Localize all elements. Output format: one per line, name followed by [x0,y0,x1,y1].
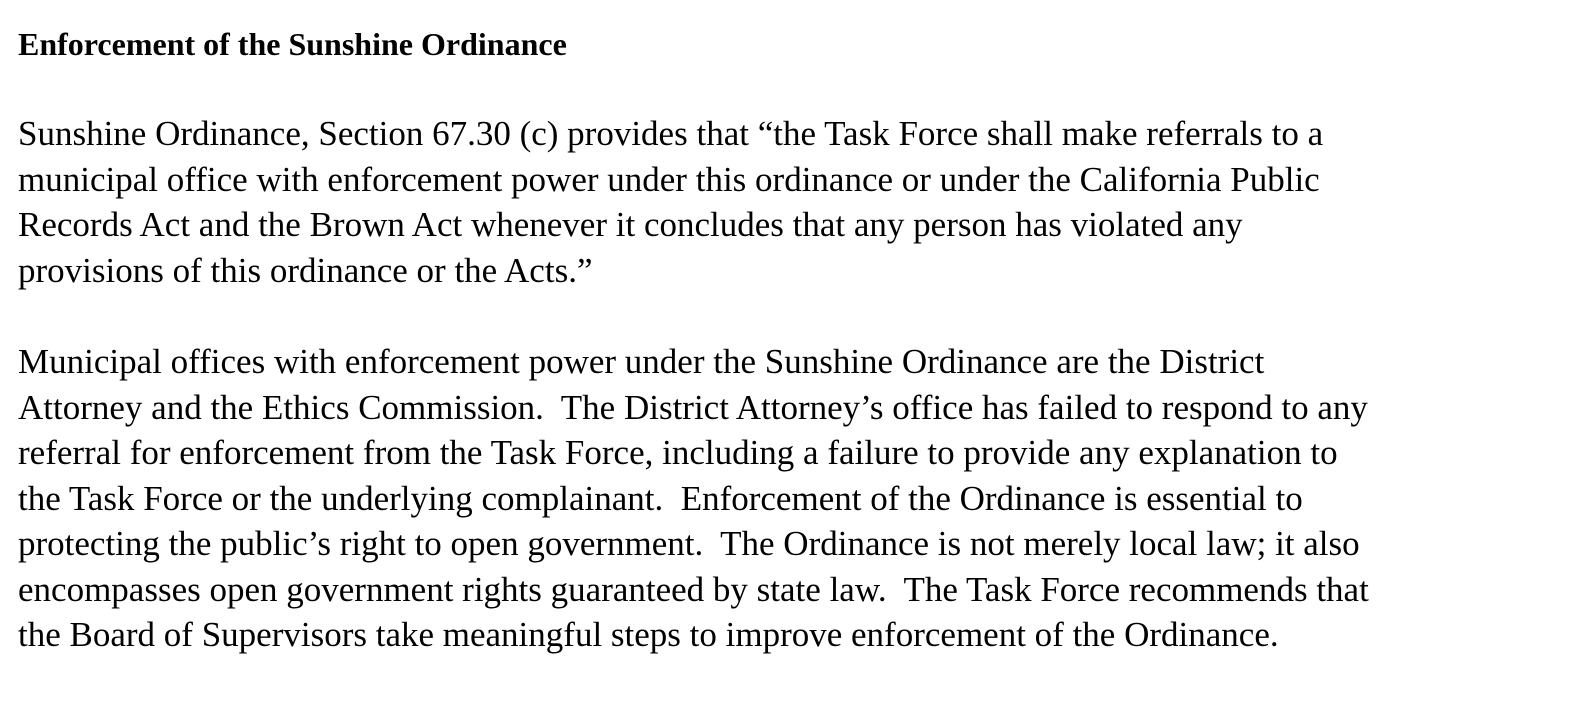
paragraph-line: referral for enforcement from the Task Force, including a failure to provide any explanation to [18,433,1338,472]
paragraph-line: encompasses open government rights guaranteed by state law. The Task Force recommends that [18,569,1369,609]
paragraph-line: the Task Force or the underlying complainant. Enforcement of the Ordinance is essential to [18,478,1303,518]
paragraph-section-67-30 [18,111,1578,293]
paragraph-line: provisions of this ordinance or the Acts.” [18,250,593,290]
section-heading: Enforcement of the Sunshine Ordinance [18,26,567,62]
paragraph-line: protecting the public’s right to open government. The Ordinance is not merely local law; it also [18,524,1360,563]
document-page [18,22,1578,704]
paragraph-line: Records Act and the Brown Act whenever it concludes that any person has violated any [18,205,1243,244]
paragraph-line: Sunshine Ordinance, Section 67.30 (c) provides that “the Task Force shall make referrals to a [18,114,1324,153]
paragraph-line: the Board of Supervisors take meaningful steps to improve enforcement of the Ordinance. [18,615,1279,654]
paragraph-line: Municipal offices with enforcement power under the Sunshine Ordinance are the District [18,342,1265,381]
paragraph-line: municipal office with enforcement power under this ordinance or under the California Public [18,159,1320,199]
paragraph-municipal-offices [18,339,1578,658]
paragraph-line: Attorney and the Ethics Commission. The District Attorney’s office has failed to respond to any [18,387,1368,427]
